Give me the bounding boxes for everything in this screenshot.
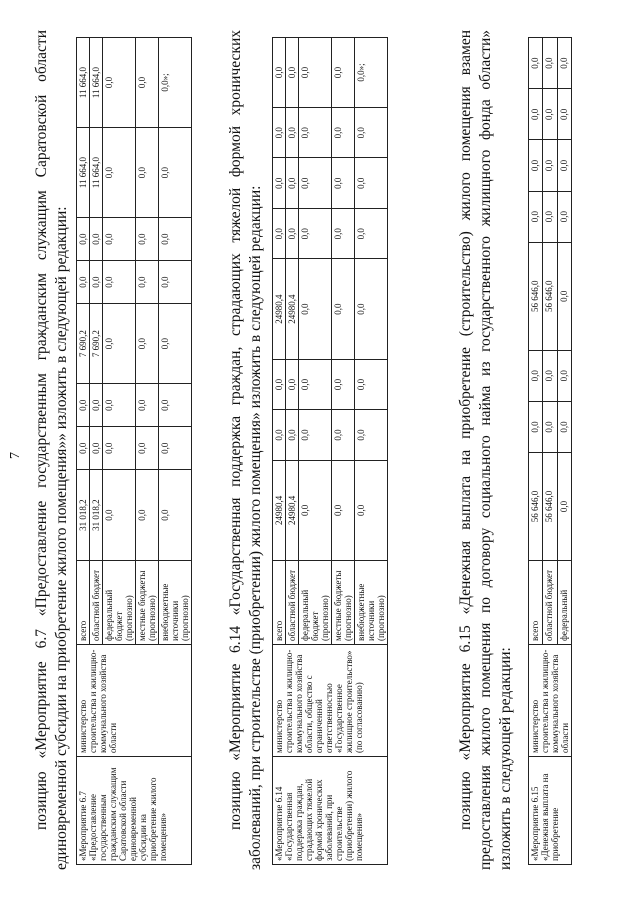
funding-source-cell: федеральный <box>557 561 571 645</box>
amount-cell: 0,0 <box>299 259 332 359</box>
amount-cell: 0,0 <box>77 384 90 427</box>
amount-cell: 0,0 <box>159 427 192 470</box>
amount-cell: 0,0 <box>557 453 571 561</box>
amount-cell: 0,0 <box>299 410 332 460</box>
amount-cell: 0,0 <box>543 350 557 401</box>
measure-table-6-7 <box>76 37 192 865</box>
amount-cell: 0,0 <box>557 191 571 242</box>
amount-cell: 0,0 <box>159 304 192 384</box>
measure-name-cell: «Мероприятие 6.7 «Предоставление государственным гражданским служащим Саратовской области единовременной субсидии на приобретение жилого помещения» <box>77 757 192 865</box>
amount-cell: 56 646,0 <box>543 242 557 350</box>
amount-cell: 0,0 <box>90 427 103 470</box>
amount-cell: 0,0 <box>286 208 299 258</box>
amount-cell: 0,0 <box>286 38 299 108</box>
amount-cell: 0,0 <box>355 208 388 258</box>
funding-source-cell: областной бюджет <box>90 561 103 645</box>
amount-cell: 0,0»; <box>159 38 192 128</box>
amount-cell: 0,0 <box>529 191 543 242</box>
amount-cell: 0,0 <box>299 208 332 258</box>
table-row <box>273 38 286 865</box>
amount-cell: 56 646,0 <box>529 242 543 350</box>
amount-cell: 11 664,0 <box>90 38 103 128</box>
amount-cell: 24980,4 <box>286 460 299 560</box>
amount-cell: 0,0 <box>299 359 332 409</box>
amount-cell: 0,0 <box>273 208 286 258</box>
amount-cell: 56 646,0 <box>543 453 557 561</box>
amount-cell: 0,0 <box>557 140 571 191</box>
amount-cell: 0,0 <box>273 158 286 208</box>
amount-cell: 0,0 <box>159 384 192 427</box>
amount-cell: 0,0 <box>355 259 388 359</box>
amount-cell: 7 690,2 <box>77 304 90 384</box>
section-heading-6-15: позицию «Мероприятие 6.15 «Денежная выплата на приобретение (строительство) жилого помещения взамен предоставления жилого помещения по договору социального найма из государственного жилищного фонда области» изложить в следующей редакции: <box>457 30 514 870</box>
amount-cell: 0,0 <box>286 410 299 460</box>
amount-cell: 0,0 <box>103 384 136 427</box>
amount-cell: 0,0 <box>529 89 543 140</box>
amount-cell: 0,0 <box>332 208 355 258</box>
measure-table-6-14 <box>272 37 388 865</box>
amount-cell: 0,0 <box>355 410 388 460</box>
amount-cell: 0,0 <box>529 350 543 401</box>
amount-cell: 0,0 <box>273 359 286 409</box>
amount-cell: 0,0 <box>103 261 136 304</box>
funding-source-cell: внебюджетные источники (прогнозно) <box>355 561 388 645</box>
amount-cell: 0,0 <box>103 427 136 470</box>
amount-cell: 0,0 <box>557 38 571 89</box>
amount-cell: 11 664,0 <box>77 38 90 128</box>
amount-cell: 0,0 <box>543 140 557 191</box>
amount-cell: 0,0 <box>557 401 571 452</box>
amount-cell: 0,0 <box>299 460 332 560</box>
amount-cell: 0,0 <box>273 107 286 157</box>
amount-cell: 0,0 <box>159 261 192 304</box>
section-heading-6-14: позицию «Мероприятие 6.14 «Государственная поддержка граждан, страдающих тяжелой формой хронических заболеваний, при строительстве (приобретении) жилого помещения» изложить в следующей редакции: <box>227 30 264 870</box>
amount-cell: 0,0»; <box>355 38 388 108</box>
amount-cell: 0,0 <box>159 470 192 561</box>
amount-cell: 0,0 <box>136 384 159 427</box>
amount-cell: 0,0 <box>332 259 355 359</box>
amount-cell: 0,0 <box>273 38 286 108</box>
amount-cell: 0,0 <box>90 218 103 261</box>
amount-cell: 0,0 <box>332 410 355 460</box>
amount-cell: 0,0 <box>286 107 299 157</box>
amount-cell: 0,0 <box>529 401 543 452</box>
funding-source-cell: местные бюджеты (прогнозно) <box>332 561 355 645</box>
amount-cell: 0,0 <box>136 218 159 261</box>
amount-cell: 0,0 <box>355 460 388 560</box>
amount-cell: 0,0 <box>355 107 388 157</box>
amount-cell: 0,0 <box>355 359 388 409</box>
amount-cell: 11 664,0 <box>90 128 103 218</box>
amount-cell: 0,0 <box>77 261 90 304</box>
amount-cell: 0,0 <box>529 140 543 191</box>
funding-source-cell: федеральный бюджет (прогнозно) <box>299 561 332 645</box>
amount-cell: 0,0 <box>90 384 103 427</box>
amount-cell: 0,0 <box>332 107 355 157</box>
amount-cell: 0,0 <box>557 242 571 350</box>
amount-cell: 0,0 <box>103 128 136 218</box>
amount-cell: 24980,4 <box>273 259 286 359</box>
funding-source-cell: местные бюджеты (прогнозно) <box>136 561 159 645</box>
amount-cell: 0,0 <box>543 191 557 242</box>
amount-cell: 0,0 <box>286 359 299 409</box>
amount-cell: 0,0 <box>543 38 557 89</box>
section-heading-6-7: позицию «Мероприятие 6.7 «Предоставление государственным гражданским служащим Саратовской области единовременной субсидии на приобретение жилого помещения»» изложить в следующей редакции: <box>33 30 70 870</box>
amount-cell: 0,0 <box>159 128 192 218</box>
executor-cell: министерство строительства и жилищно-коммунального хозяйства области <box>77 645 192 757</box>
amount-cell: 24980,4 <box>286 259 299 359</box>
amount-cell: 0,0 <box>332 359 355 409</box>
funding-source-cell: областной бюджет <box>543 561 557 645</box>
amount-cell: 0,0 <box>557 350 571 401</box>
amount-cell: 0,0 <box>355 158 388 208</box>
executor-cell: министерство строительства и жилищно-коммунального хозяйства области, общество с ограниченной ответственностью «Государственное жилищное строительство» (по согласованию) <box>273 645 388 757</box>
measure-name-cell: «Мероприятие 6.15 «Денежная выплата на приобретение <box>529 757 572 865</box>
funding-source-cell: областной бюджет <box>286 561 299 645</box>
funding-source-cell: всего <box>529 561 543 645</box>
funding-source-cell: всего <box>77 561 90 645</box>
funding-source-cell: федеральный бюджет (прогнозно) <box>103 561 136 645</box>
amount-cell: 0,0 <box>136 304 159 384</box>
amount-cell: 0,0 <box>136 261 159 304</box>
amount-cell: 0,0 <box>103 304 136 384</box>
amount-cell: 0,0 <box>299 107 332 157</box>
executor-cell: министерство строительства и жилищно-коммунального хозяйства области <box>529 645 572 757</box>
amount-cell: 0,0 <box>103 38 136 128</box>
amount-cell: 0,0 <box>543 401 557 452</box>
amount-cell: 31 018,2 <box>90 470 103 561</box>
amount-cell: 0,0 <box>103 218 136 261</box>
amount-cell: 0,0 <box>299 158 332 208</box>
funding-source-cell: внебюджетные источники (прогнозно) <box>159 561 192 645</box>
amount-cell: 11 664,0 <box>77 128 90 218</box>
amount-cell: 56 646,0 <box>529 453 543 561</box>
table-row <box>77 38 90 865</box>
amount-cell: 0,0 <box>273 410 286 460</box>
amount-cell: 0,0 <box>77 427 90 470</box>
amount-cell: 0,0 <box>159 218 192 261</box>
amount-cell: 0,0 <box>332 38 355 108</box>
amount-cell: 0,0 <box>90 261 103 304</box>
amount-cell: 0,0 <box>103 470 136 561</box>
amount-cell: 0,0 <box>136 427 159 470</box>
amount-cell: 0,0 <box>136 470 159 561</box>
amount-cell: 24980,4 <box>273 460 286 560</box>
table-row <box>529 38 543 865</box>
amount-cell: 0,0 <box>529 38 543 89</box>
amount-cell: 0,0 <box>136 38 159 128</box>
amount-cell: 0,0 <box>136 128 159 218</box>
amount-cell: 0,0 <box>332 460 355 560</box>
amount-cell: 0,0 <box>557 89 571 140</box>
amount-cell: 0,0 <box>543 89 557 140</box>
amount-cell: 0,0 <box>299 38 332 108</box>
amount-cell: 0,0 <box>286 158 299 208</box>
page-number: 7 <box>8 452 23 459</box>
measure-table-6-15 <box>528 37 572 865</box>
amount-cell: 7 690,2 <box>90 304 103 384</box>
amount-cell: 31 018,2 <box>77 470 90 561</box>
funding-source-cell: всего <box>273 561 286 645</box>
amount-cell: 0,0 <box>332 158 355 208</box>
amount-cell: 0,0 <box>77 218 90 261</box>
measure-name-cell: «Мероприятие 6.14 «Государственная поддержка граждан, страдающих тяжелой формой хронических заболеваний, при строительстве (приобретении) жилого помещения» <box>273 757 388 865</box>
